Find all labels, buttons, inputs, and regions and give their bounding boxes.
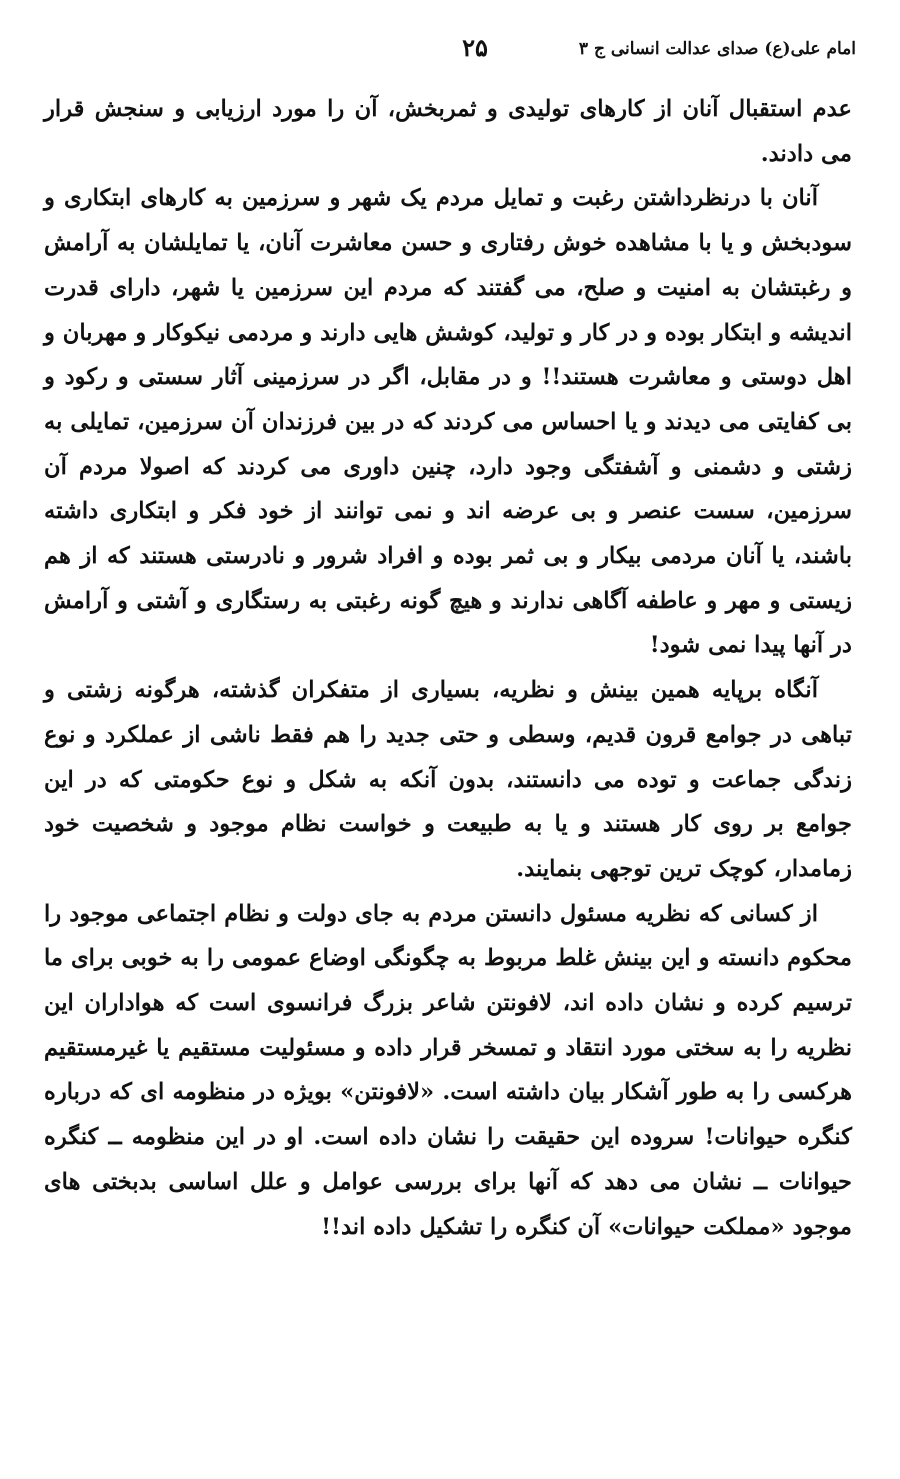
page-header: [40, 34, 856, 68]
paragraph-4: از کسانی که نظریه مسئول دانستن مردم به جای دولت و نظام اجتماعی موجود را محکوم دانسته و این بینش غلط مربوط به چگونگی اوضاع عمومی را به خوبی برای ما ترسیم کرده و نشان داده اند، لافونتن شاعر بزرگ فرانسوی است که هواداران این نظریه را به سختی مورد انتقاد و تمسخر قرار داده و مسئولیت مستقیم یا غیرمستقیم هرکسی را به طور آشکار بیان داشته است. «لافونتن» بویژه در منظومه ای که درباره کنگره حیوانات! سروده این حقیقت را نشان داده است. او در این منظومه ــ کنگره حیوانات ــ نشان می دهد که آنها برای بررسی عوامل و علل اساسی بدبختی های موجود «مملکت حیوانات» آن کنگره را تشکیل داده اند!!: [44, 900, 852, 1240]
page-number: ۲۵: [462, 33, 488, 62]
paragraph-1: عدم استقبال آنان از کارهای تولیدی و ثمربخش، آن را مورد ارزیابی و سنجش قرار می دادند.: [44, 96, 852, 167]
body-text: [44, 87, 852, 1249]
paragraph-2: آنان با درنظرداشتن رغبت و تمایل مردم یک شهر و سرزمین به کارهای ابتکاری و سودبخش و یا با مشاهده خوش رفتاری و حسن معاشرت آنان، یا تمایلشان به آرامش و رغبتشان به امنیت و صلح، می گفتند که مردم این سرزمین یا شهر، دارای قدرت اندیشه و ابتکار بوده و در کار و تولید، کوشش هایی دارند و مردمی نیکوکار و مهربان و اهل دوستی و معاشرت هستند!! و در مقابل، اگر در سرزمینی آثار سستی و رکود و بی کفایتی می دیدند و یا احساس می کردند که در بین فرزندان آن سرزمین، تمایلی به زشتی و دشمنی و آشفتگی وجود دارد، چنین داوری می کردند که اصولا مردم آن سرزمین، سست عنصر و بی عرضه اند و نمی توانند از خود فکر و ابتکاری داشته باشند، یا آنان مردمی بیکار و بی ثمر بوده و افراد شرور و نادرستی هستند که از هم زیستی و مهر و عاطفه آگاهی ندارند و هیچ گونه رغبتی به رستگاری و آشتی و آرامش در آنها پیدا نمی شود!: [44, 185, 852, 659]
paragraph-3: آنگاه برپایه همین بینش و نظریه، بسیاری از متفکران گذشته، هرگونه زشتی و تباهی در جوامع قرون قدیم، وسطی و حتی جدید را هم فقط ناشی از عملکرد و نوع زندگی جماعت و توده می دانستند، بدون آنکه به شکل و نوع حکومتی که در این جوامع بر روی کار هستند و یا به طبیعت و خواست نظام موجود و شخصیت خود زمامدار، کوچک ترین توجهی بنمایند.: [44, 677, 852, 882]
running-title: امام علی(ع) صدای عدالت انسانی ج ۳: [578, 39, 856, 59]
